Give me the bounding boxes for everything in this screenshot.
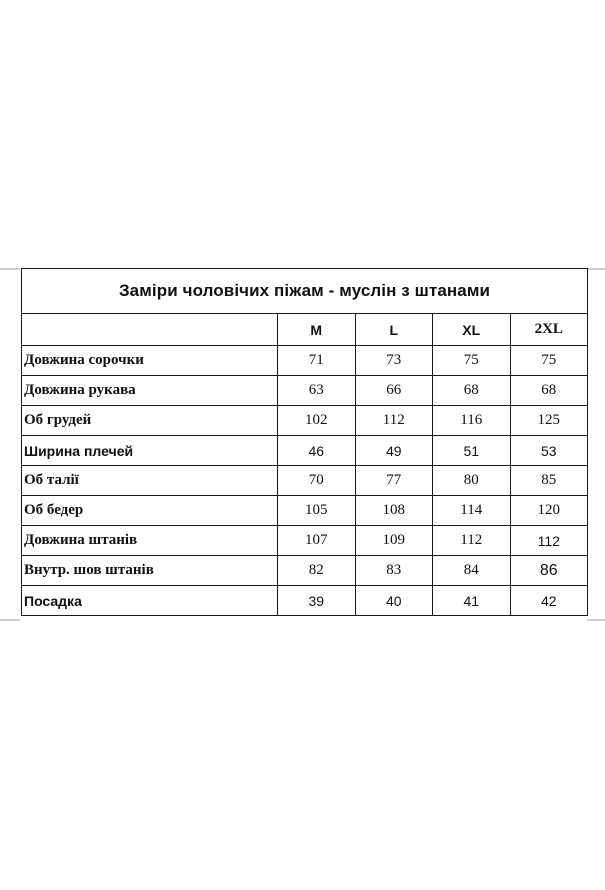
table-title: Заміри чоловічих піжам - муслін з штанами — [22, 269, 588, 314]
value-cell: 63 — [278, 376, 356, 406]
value-cell: 107 — [278, 526, 356, 556]
size-header-xl: XL — [433, 314, 511, 346]
value-cell: 41 — [433, 586, 511, 616]
value-cell: 120 — [510, 496, 588, 526]
value-cell: 51 — [433, 436, 511, 466]
value-cell: 75 — [510, 346, 588, 376]
row-label: Внутр. шов штанів — [22, 556, 278, 586]
value-cell: 39 — [278, 586, 356, 616]
size-header-l: L — [355, 314, 433, 346]
size-header-row — [22, 314, 588, 346]
right-divider — [587, 268, 605, 270]
row-label: Посадка — [22, 586, 278, 616]
value-cell: 84 — [433, 556, 511, 586]
value-cell: 86 — [510, 556, 588, 586]
value-cell: 71 — [278, 346, 356, 376]
value-cell: 75 — [433, 346, 511, 376]
value-cell: 109 — [355, 526, 433, 556]
row-label: Довжина сорочки — [22, 346, 278, 376]
row-label: Довжина рукава — [22, 376, 278, 406]
value-cell: 80 — [433, 466, 511, 496]
value-cell: 108 — [355, 496, 433, 526]
value-cell: 46 — [278, 436, 356, 466]
table-row — [22, 346, 588, 376]
value-cell: 68 — [433, 376, 511, 406]
table-row — [22, 586, 588, 616]
title-row — [22, 269, 588, 314]
row-label: Об талії — [22, 466, 278, 496]
value-cell: 105 — [278, 496, 356, 526]
value-cell: 82 — [278, 556, 356, 586]
table-row — [22, 466, 588, 496]
value-cell: 42 — [510, 586, 588, 616]
left-bottom-divider — [0, 619, 20, 621]
table-row — [22, 526, 588, 556]
row-label: Об бедер — [22, 496, 278, 526]
row-label: Довжина штанів — [22, 526, 278, 556]
row-label: Ширина плечей — [22, 436, 278, 466]
value-cell: 68 — [510, 376, 588, 406]
value-cell: 73 — [355, 346, 433, 376]
value-cell: 83 — [355, 556, 433, 586]
table-row — [22, 556, 588, 586]
value-cell: 77 — [355, 466, 433, 496]
size-chart-table — [21, 268, 588, 616]
value-cell: 70 — [278, 466, 356, 496]
table-row — [22, 406, 588, 436]
row-label: Об грудей — [22, 406, 278, 436]
left-divider — [0, 268, 20, 270]
value-cell: 114 — [433, 496, 511, 526]
value-cell: 102 — [278, 406, 356, 436]
value-cell: 40 — [355, 586, 433, 616]
table-row — [22, 376, 588, 406]
size-header-2xl: 2XL — [510, 314, 588, 346]
value-cell: 49 — [355, 436, 433, 466]
value-cell: 85 — [510, 466, 588, 496]
table-row — [22, 436, 588, 466]
value-cell: 112 — [510, 526, 588, 556]
right-bottom-divider — [587, 619, 605, 621]
value-cell: 112 — [355, 406, 433, 436]
value-cell: 112 — [433, 526, 511, 556]
table-row — [22, 496, 588, 526]
value-cell: 116 — [433, 406, 511, 436]
value-cell: 53 — [510, 436, 588, 466]
value-cell: 125 — [510, 406, 588, 436]
size-header-m: M — [278, 314, 356, 346]
value-cell: 66 — [355, 376, 433, 406]
header-empty-cell — [22, 314, 278, 346]
